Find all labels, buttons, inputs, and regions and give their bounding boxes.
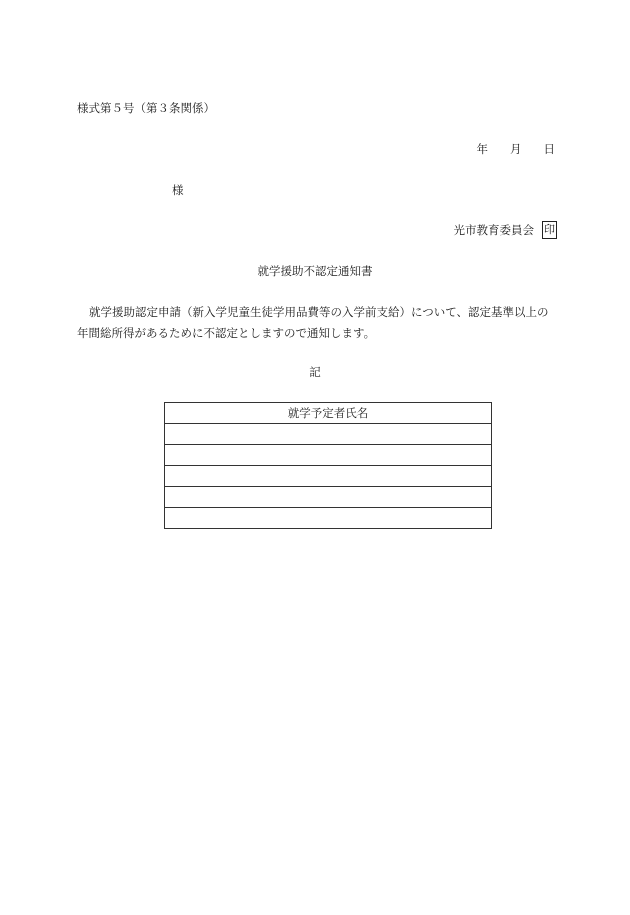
table-cell <box>165 445 492 466</box>
month-label: 月 <box>510 142 522 156</box>
table-row <box>165 445 492 466</box>
body-text: 就学援助認定申請（新入学児童生徒学用品費等の入学前支給）について、認定基準以上の年間総所得があるために不認定としますので通知します。 <box>77 305 549 340</box>
date-line <box>477 141 556 157</box>
table-cell <box>165 424 492 445</box>
ki-heading: 記 <box>309 365 321 379</box>
table-header-row <box>165 403 492 424</box>
table-cell <box>165 487 492 508</box>
table-header-cell: 就学予定者氏名 <box>165 403 492 424</box>
seal-mark: 印 <box>542 221 557 239</box>
table-row <box>165 487 492 508</box>
table-cell <box>165 466 492 487</box>
year-label: 年 <box>476 142 488 156</box>
table-row <box>165 424 492 445</box>
issuer-name: 光市教育委員会 <box>453 223 534 237</box>
document-title: 就学援助不認定通知書 <box>257 264 373 278</box>
table-row <box>165 466 492 487</box>
day-label: 日 <box>543 142 555 156</box>
addressee-honorific: 様 <box>172 183 184 197</box>
student-table <box>164 402 492 529</box>
table-row <box>165 508 492 529</box>
form-number: 様式第５号（第３条関係） <box>77 101 215 115</box>
issuer <box>454 221 558 239</box>
table-cell <box>165 508 492 529</box>
